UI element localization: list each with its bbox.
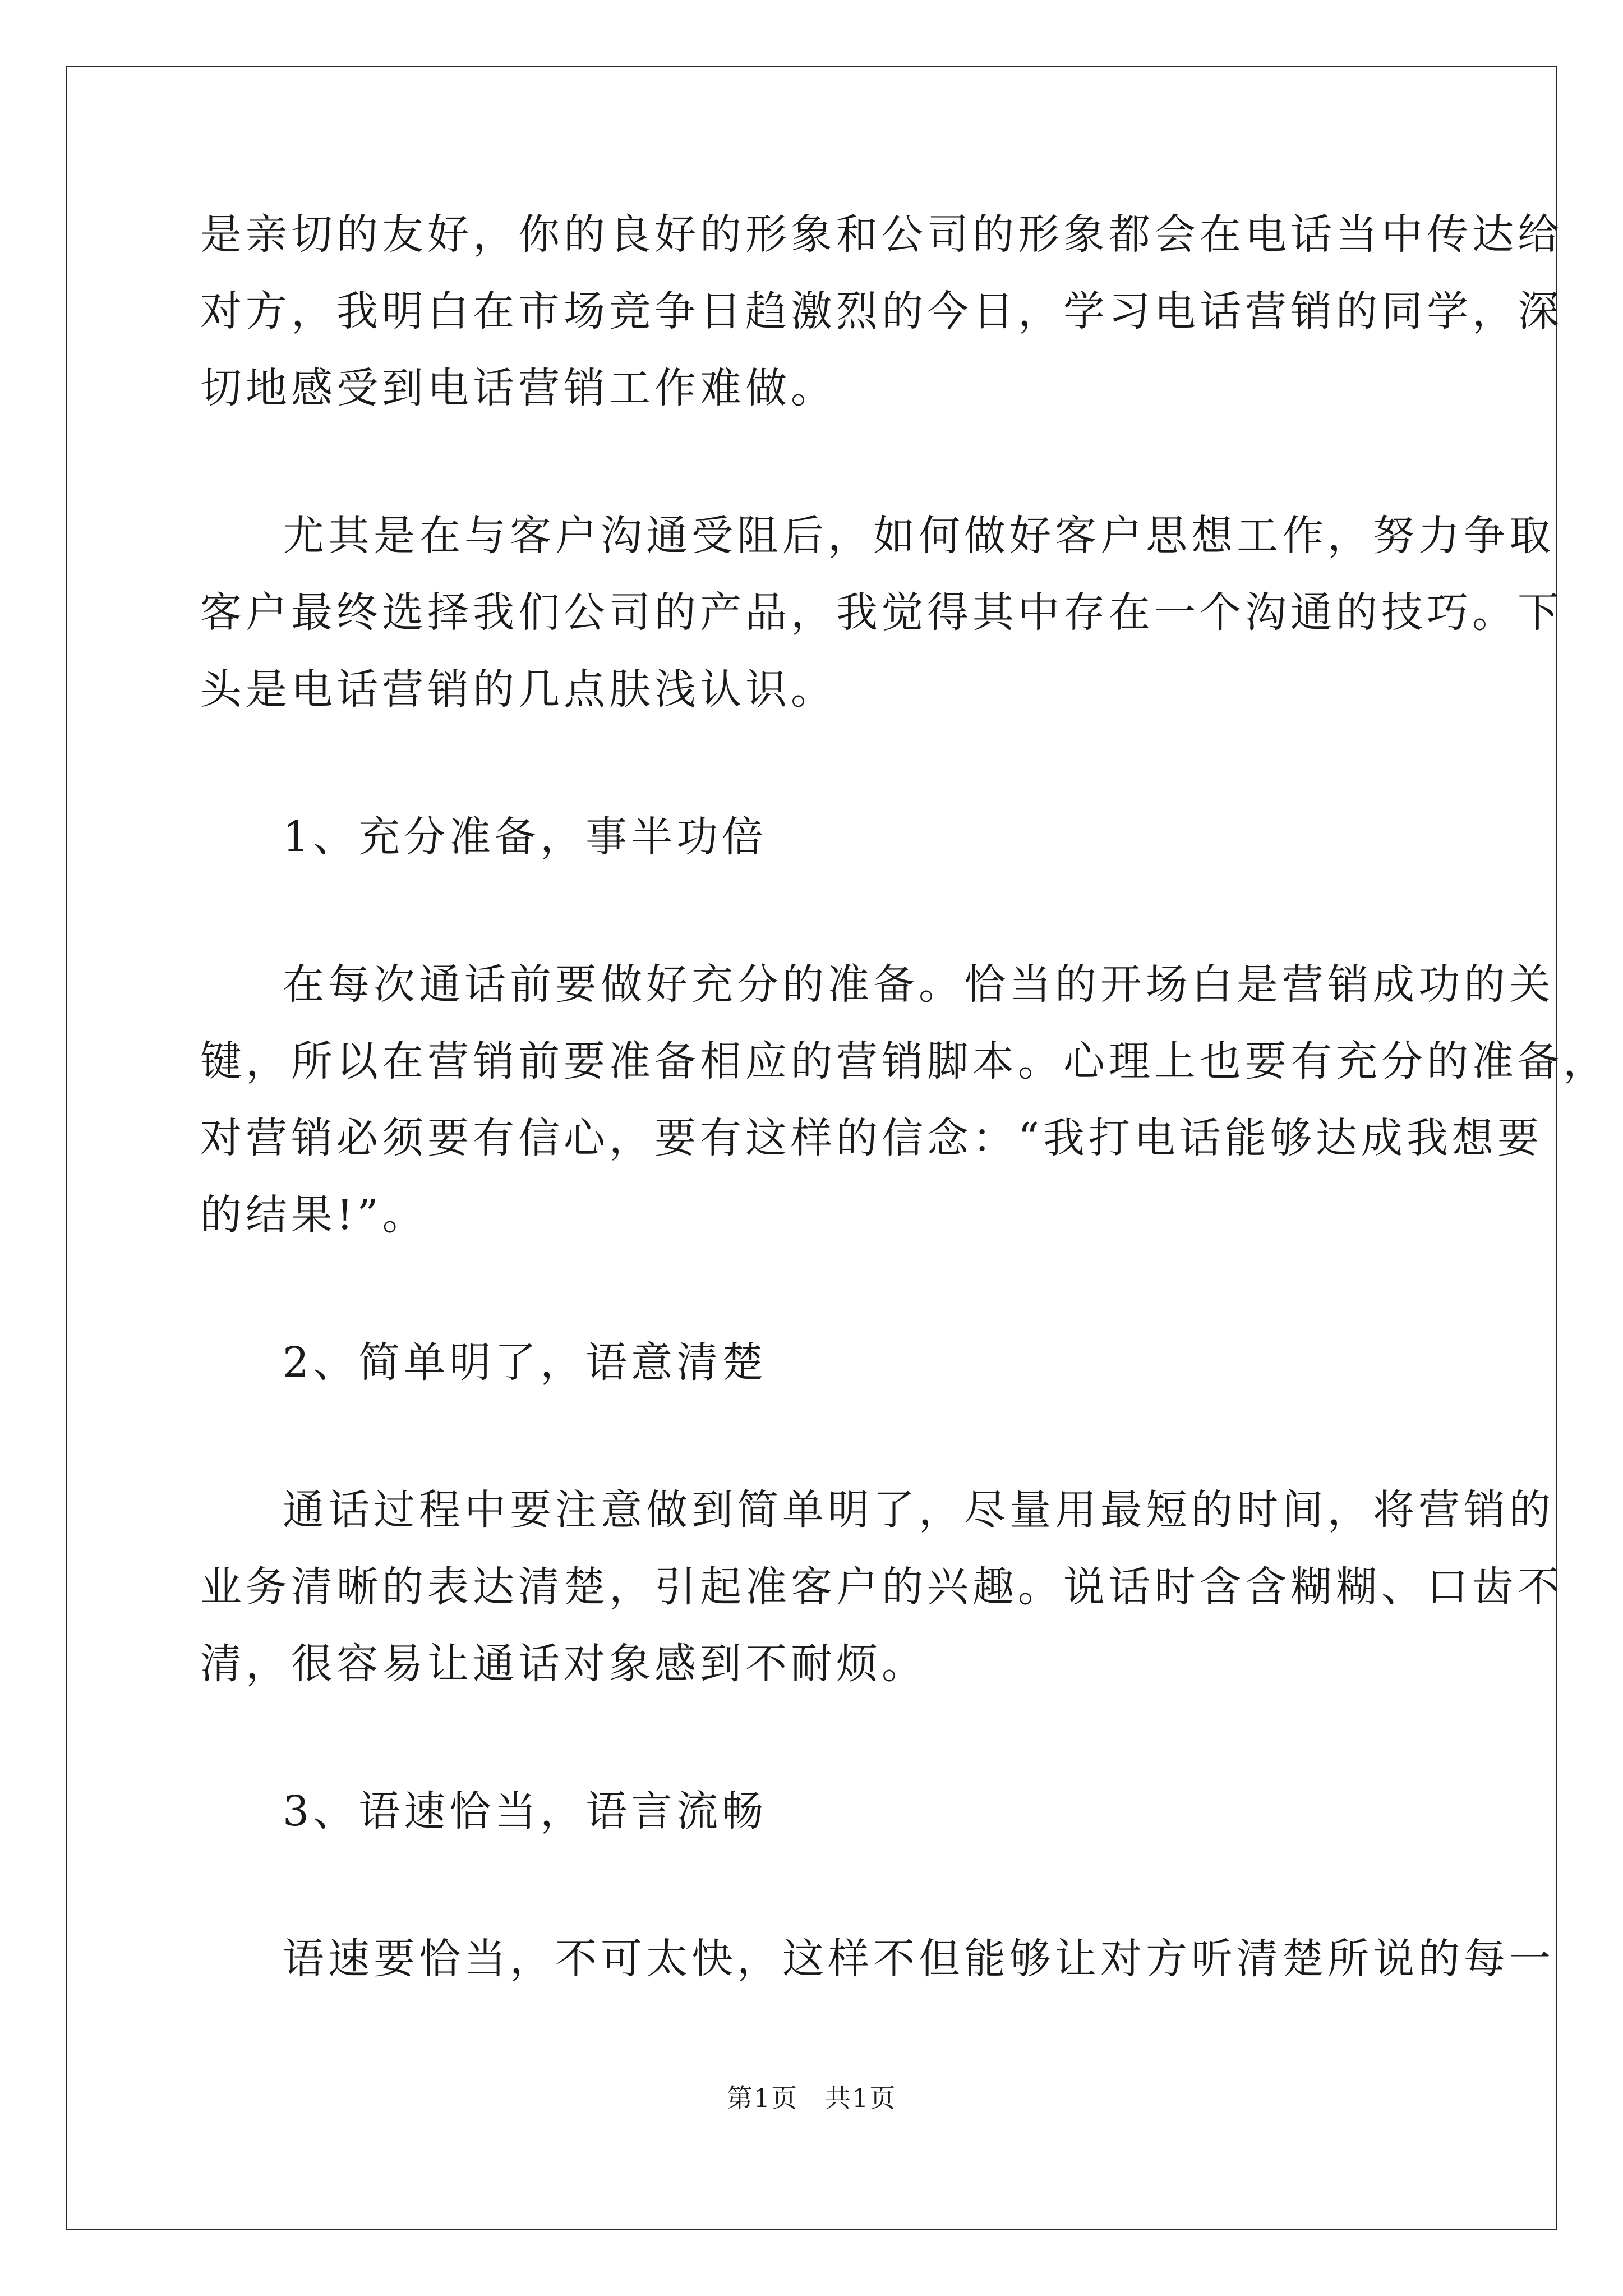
- text-line: 的结果!”。: [200, 1191, 428, 1239]
- text-line: 键，所以在营销前要准备相应的营销脚本。心理上也要有充分的准备，: [200, 1037, 1608, 1085]
- paragraph-first-line: 在每次通话前要做好充分的准备。恰当的开场白是营销成功的关: [283, 960, 1555, 1009]
- section-heading-3: 3、语速恰当，语言流畅: [283, 1787, 768, 1835]
- text-line: 清，很容易让通话对象感到不耐烦。: [200, 1640, 927, 1688]
- section-heading-2: 2、简单明了，语意清楚: [283, 1338, 768, 1387]
- text-line: 客户最终选择我们公司的产品，我觉得其中存在一个沟通的技巧。下: [200, 588, 1563, 637]
- paragraph-first-line: 尤其是在与客户沟通受阻后，如何做好客户思想工作，努力争取: [283, 512, 1555, 560]
- paragraph-first-line: 通话过程中要注意做到简单明了，尽量用最短的时间，将营销的: [283, 1486, 1555, 1534]
- text-line: 是亲切的友好，你的良好的形象和公司的形象都会在电话当中传达给: [200, 210, 1563, 259]
- text-line: 切地感受到电话营销工作难做。: [200, 364, 836, 412]
- text-line: 对方，我明白在市场竞争日趋激烈的今日，学习电话营销的同学，深: [200, 287, 1563, 335]
- text-line: 头是电话营销的几点肤浅认识。: [200, 665, 836, 714]
- text-line: 业务清晰的表达清楚，引起准客户的兴趣。说话时含含糊糊、口齿不: [200, 1563, 1563, 1611]
- text-line: 对营销必须要有信心，要有这样的信念：“我打电话能够达成我想要: [200, 1114, 1543, 1162]
- paragraph-first-line: 语速要恰当，不可太快，这样不但能够让对方听清楚所说的每一: [283, 1935, 1555, 1983]
- page-number-footer: 第1页 共1页: [726, 2083, 897, 2113]
- section-heading-1: 1、充分准备，事半功倍: [283, 813, 768, 861]
